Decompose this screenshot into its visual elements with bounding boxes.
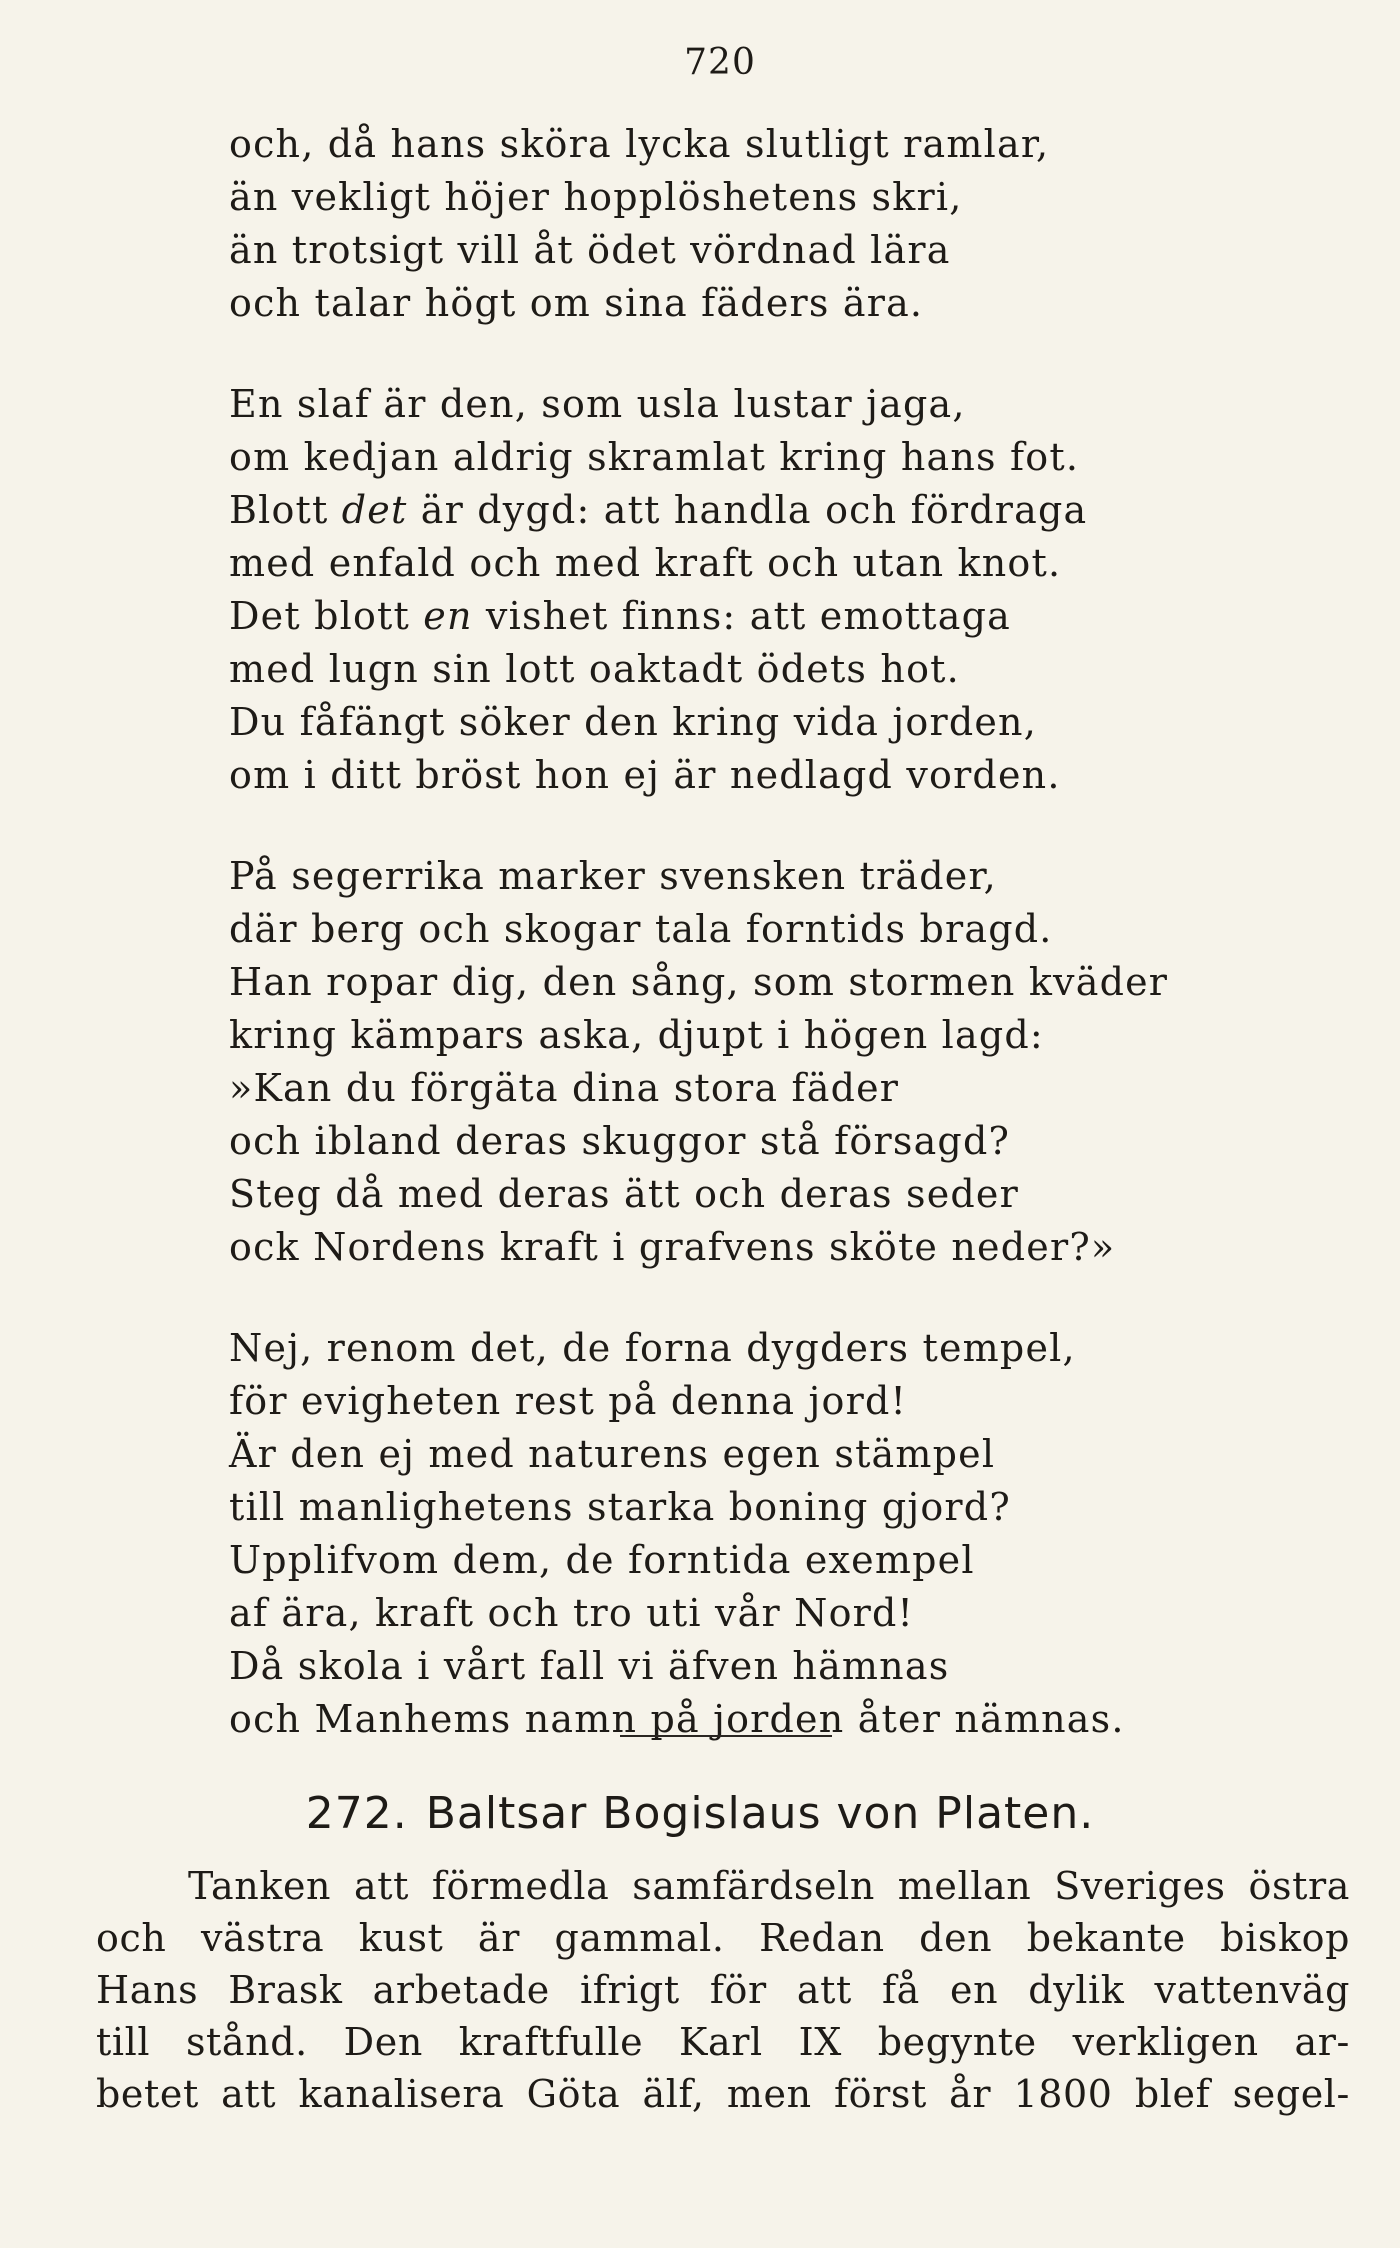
italic-word: en (423, 594, 473, 638)
poem (229, 118, 1229, 1794)
poem-line (229, 484, 1229, 537)
poem-line: Är den ej med naturens egen stämpel (229, 1432, 996, 1476)
poem-line: än trotsigt vill åt ödet vördnad lära (229, 228, 951, 272)
poem-stanza (229, 378, 1229, 802)
poem-line: med enfald och med kraft och utan knot. (229, 541, 1062, 585)
prose-line: till stånd. Den kraftfulle Karl IX begynte verkligen ar- (96, 2020, 1350, 2064)
line-text: är dygd: att handla och fördraga (407, 488, 1088, 532)
poem-line: »Kan du förgäta dina stora fäder (229, 1066, 900, 1110)
section-divider (620, 1735, 832, 1737)
poem-line: kring kämpars aska, djupt i högen lagd: (229, 1013, 1044, 1057)
poem-line: med lugn sin lott oaktadt ödets hot. (229, 647, 960, 691)
poem-line: och ibland deras skuggor stå försagd? (229, 1119, 1011, 1163)
prose-line: och västra kust är gammal. Redan den bekante biskop (96, 1916, 1350, 1960)
line-text: Det blott (229, 594, 424, 638)
poem-line: där berg och skogar tala forntids bragd. (229, 907, 1053, 951)
poem-line: Steg då med deras ätt och deras seder (229, 1172, 1019, 1216)
poem-line: och talar högt om sina fäders ära. (229, 281, 924, 325)
poem-line: Nej, renom det, de forna dygders tempel, (229, 1326, 1076, 1370)
poem-line: om kedjan aldrig skramlat kring hans fot. (229, 435, 1080, 479)
poem-line: Då skola i vårt fall vi äfven hämnas (229, 1644, 950, 1688)
poem-line: och Manhems namn på jorden åter nämnas. (229, 1697, 1125, 1741)
poem-line: Du fåfängt söker den kring vida jorden, (229, 700, 1038, 744)
poem-line: om i ditt bröst hon ej är nedlagd vorden. (229, 753, 1061, 797)
poem-line: och, då hans sköra lycka slutligt ramlar, (229, 122, 1050, 166)
poem-stanza (229, 118, 1229, 330)
poem-stanza (229, 1322, 1229, 1746)
poem-line: af ära, kraft och tro uti vår Nord! (229, 1591, 915, 1635)
poem-line: än vekligt höjer hopplöshetens skri, (229, 175, 963, 219)
poem-line: Han ropar dig, den sång, som stormen kväder (229, 960, 1169, 1004)
italic-word: det (341, 488, 408, 532)
poem-line: till manlighetens starka boning gjord? (229, 1485, 1011, 1529)
line-text: Blott (229, 488, 342, 532)
prose-line: betet att kanalisera Göta älf, men först år 1800 blef segel- (96, 2072, 1350, 2116)
section-number: 272. (305, 1788, 408, 1839)
poem-line: för evigheten rest på denna jord! (229, 1379, 907, 1423)
prose-paragraph (96, 1860, 1350, 2120)
section-heading (0, 1788, 1400, 1839)
poem-line: Upplifvom dem, de forntida exempel (229, 1538, 975, 1582)
line-text: vishet finns: att emottaga (472, 594, 1011, 638)
poem-line: På segerrika marker svensken träder, (229, 854, 997, 898)
poem-stanza (229, 850, 1229, 1274)
section-title: Baltsar Bogislaus von Platen. (425, 1788, 1095, 1839)
prose-line: Hans Brask arbetade ifrigt för att få en dylik vattenväg (96, 1968, 1350, 2012)
prose-line: Tanken att förmedla samfärdseln mellan Sveriges östra (188, 1864, 1350, 1908)
page-number: 720 (684, 42, 756, 83)
poem-line (229, 590, 1229, 643)
poem-line: ock Nordens kraft i grafvens sköte neder?» (229, 1225, 1116, 1269)
poem-line: En slaf är den, som usla lustar jaga, (229, 382, 966, 426)
